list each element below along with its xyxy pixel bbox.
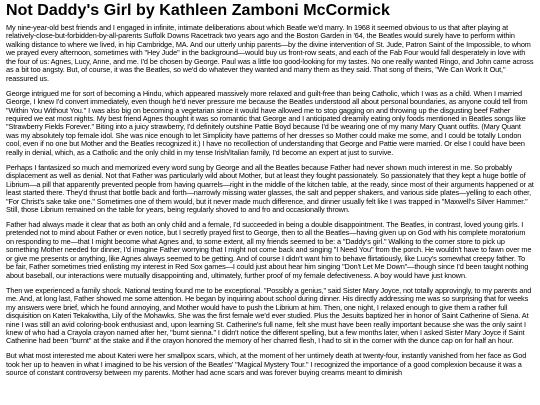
article-paragraph: Father had always made it clear that as both an only child and a female, I'd succeeded in being a double disappointment. The Beatles, in contrast, loved young girls. I pretended not to mind about Father or even notice, but I secretly prayed first to George, then to all the Beatles—having given up on God with his complete moratorium on responding to me—that I might become what Agnes and, to some extent, all my friends seemed to be: a "Daddy's girl." Walking to the corner store to pick up something Mother needed for dinner, I'd imagine Father worrying that I might not come back and singing "I Need You" from the porch. He wouldn't have to fawn over me or give me presents or anything, like Agnes always seemed to be getting. And of course I didn't want him to behave flirtatiously, like Lucy's somewhat creepy father. To be fair, Father sometimes tried enlisting my interest in Red Sox games—I could just about hear him singing "Don't Let Me Down"—though since I'd been taught nothing about baseball, our interactions were mutually disappointing and, ultimately, further proof of my female defectiveness. A boy would have just known. [6, 220, 532, 280]
article-paragraph: My nine-year-old best friends and I engaged in infinite, intimate deliberations about which Beatle we'd marry. In 1968 it seemed obvious to us that after playing at relatively-close-but-forbidden-by-all-parents Suffolk Downs Racetrack two years ago and the Boston Garden in '64, the Beatles would surely have to perform within walking distance to where we lived, in hip Cambridge, MA. And our utterly unhip parents—by the divine intervention of St. Jude, Patron Saint of the Impossible, to whom we prayed every afternoon, sometimes with "Hey Jude" in the background—would buy us front-row seats, and each of the Fab Four would fall desperately in love with the four of us: Agnes, Lucy, Anne, and me. I'd be chosen by George. Paul was a little too good-looking for my tastes. No one really wanted Ringo, and John came across as a bit too angsty. But, of course, it was the Beatles, so we'd do whatever they wanted and marry them as they said. That song of theirs, "We Can Work It Out," reassured us. [6, 23, 534, 83]
article-paragraph: Then we experienced a family shock. National testing found me to be exceptional. "Possibly a genius," said Sister Mary Joyce, not totally approvingly, to my parents and me. And, at long last, Father showed me some attention. He began by inquiring about school during dinner. His directly addressing me was so surprising that for weeks my answers were brief, which he found annoying, and Mother would have to push the Librium at him. Then, one night, I relaxed enough to give them a rather full disquisition on Kateri Tekakwitha, Lily of the Mohawks. She was the first female we'd ever studied. Plus the Jesuits baptized her in honor of Saint Catherine of Siena. At nine I was still an avid coloring-book enthusiast and, upon learning St. Catherine's full name, felt she must have been really important because she was the only saint I knew of who had a Crayola crayon named after her, "burnt sienna." I didn't notice the different spelling, but a few months later, when I asked Sister Mary Joyce if Saint Catherine had been "burnt" at the stake and if the crayon honored the memory of her charred flesh, I had to sit in the corner with the dunce cap on for half an hour. [6, 285, 532, 346]
article-paragraph: Perhaps I fantasized so much and memorized every word sung by George and all the Beatles because Father had never shown much interest in me. So probably displacement as well as denial. Not that Father was particularly wild about Mother, but at least they fought passionately. So passionately that they kept a huge bottle of Librium—a pill that apparently prevented people from having quarrels—right in the middle of the kitchen table, at the ready, since most of their arguments happened or at least started there. They'd thrust that bottle back and forth—narrowly missing water glasses, the salt and pepper shakers, and various side plates—yelling to each other, "For Christ's sake take one." Sometimes one of them would, but it never made much difference, and dinner usually felt like I was trapped in "Maxwell's Silver Hammer." Still, those Librium remained on the table for years, being regularly shoved to and fro and occasionally thrown. [6, 162, 534, 215]
article-paragraph: George intrigued me for sort of becoming a Hindu, which appeared massively more relaxed and guilt-free than being Catholic, which I was as a child. When I married George, I knew I'd convert immediately, even though he'd never pressure me because the Beatles understood all about personal boundaries, as anyone could tell from "Within You Without You." I was also big on becoming a vegetarian since it would have allowed me to stop gagging on and throwing up the disgusting beef Father required we eat most nights. My best friend Agnes thought it was so romantic that George and I anticipated dreamily eating only foods mentioned in Beatles songs like "Strawberry Fields Forever." Biting into a juicy strawberry, I'd definitely outshine Pattie Boyd because I'd be wearing one of my many Mary Quant outfits. (Mary Quant was my absolutely top female idol. She was nice enough to let Simplicity have patterns of her dresses so Mother could make me some, and I could be totally London cool, even if no one but Mother and the Beatles recognized it.) I have no recollection of understanding that George and Pattie were married. Or else I could have been really in denial, which, as a Catholic and the only child in my tense Irish/Italian family, I'd become an expert at just to survive. [6, 88, 528, 157]
article-title: Not Daddy's Girl by Kathleen Zamboni McCormick [6, 2, 390, 19]
article-paragraph: But what most interested me about Kateri were her smallpox scars, which, at the moment of her untimely death at twenty-four, instantly vanished from her face as God took her up to heaven in what I imagined to be his version of the Beatles' "Magical Mystery Tour." I recognized the importance of a good complexion because it was a source of constant controversy between my parents. Mother had acne scars and was forever buying creams meant to diminish [6, 351, 527, 378]
